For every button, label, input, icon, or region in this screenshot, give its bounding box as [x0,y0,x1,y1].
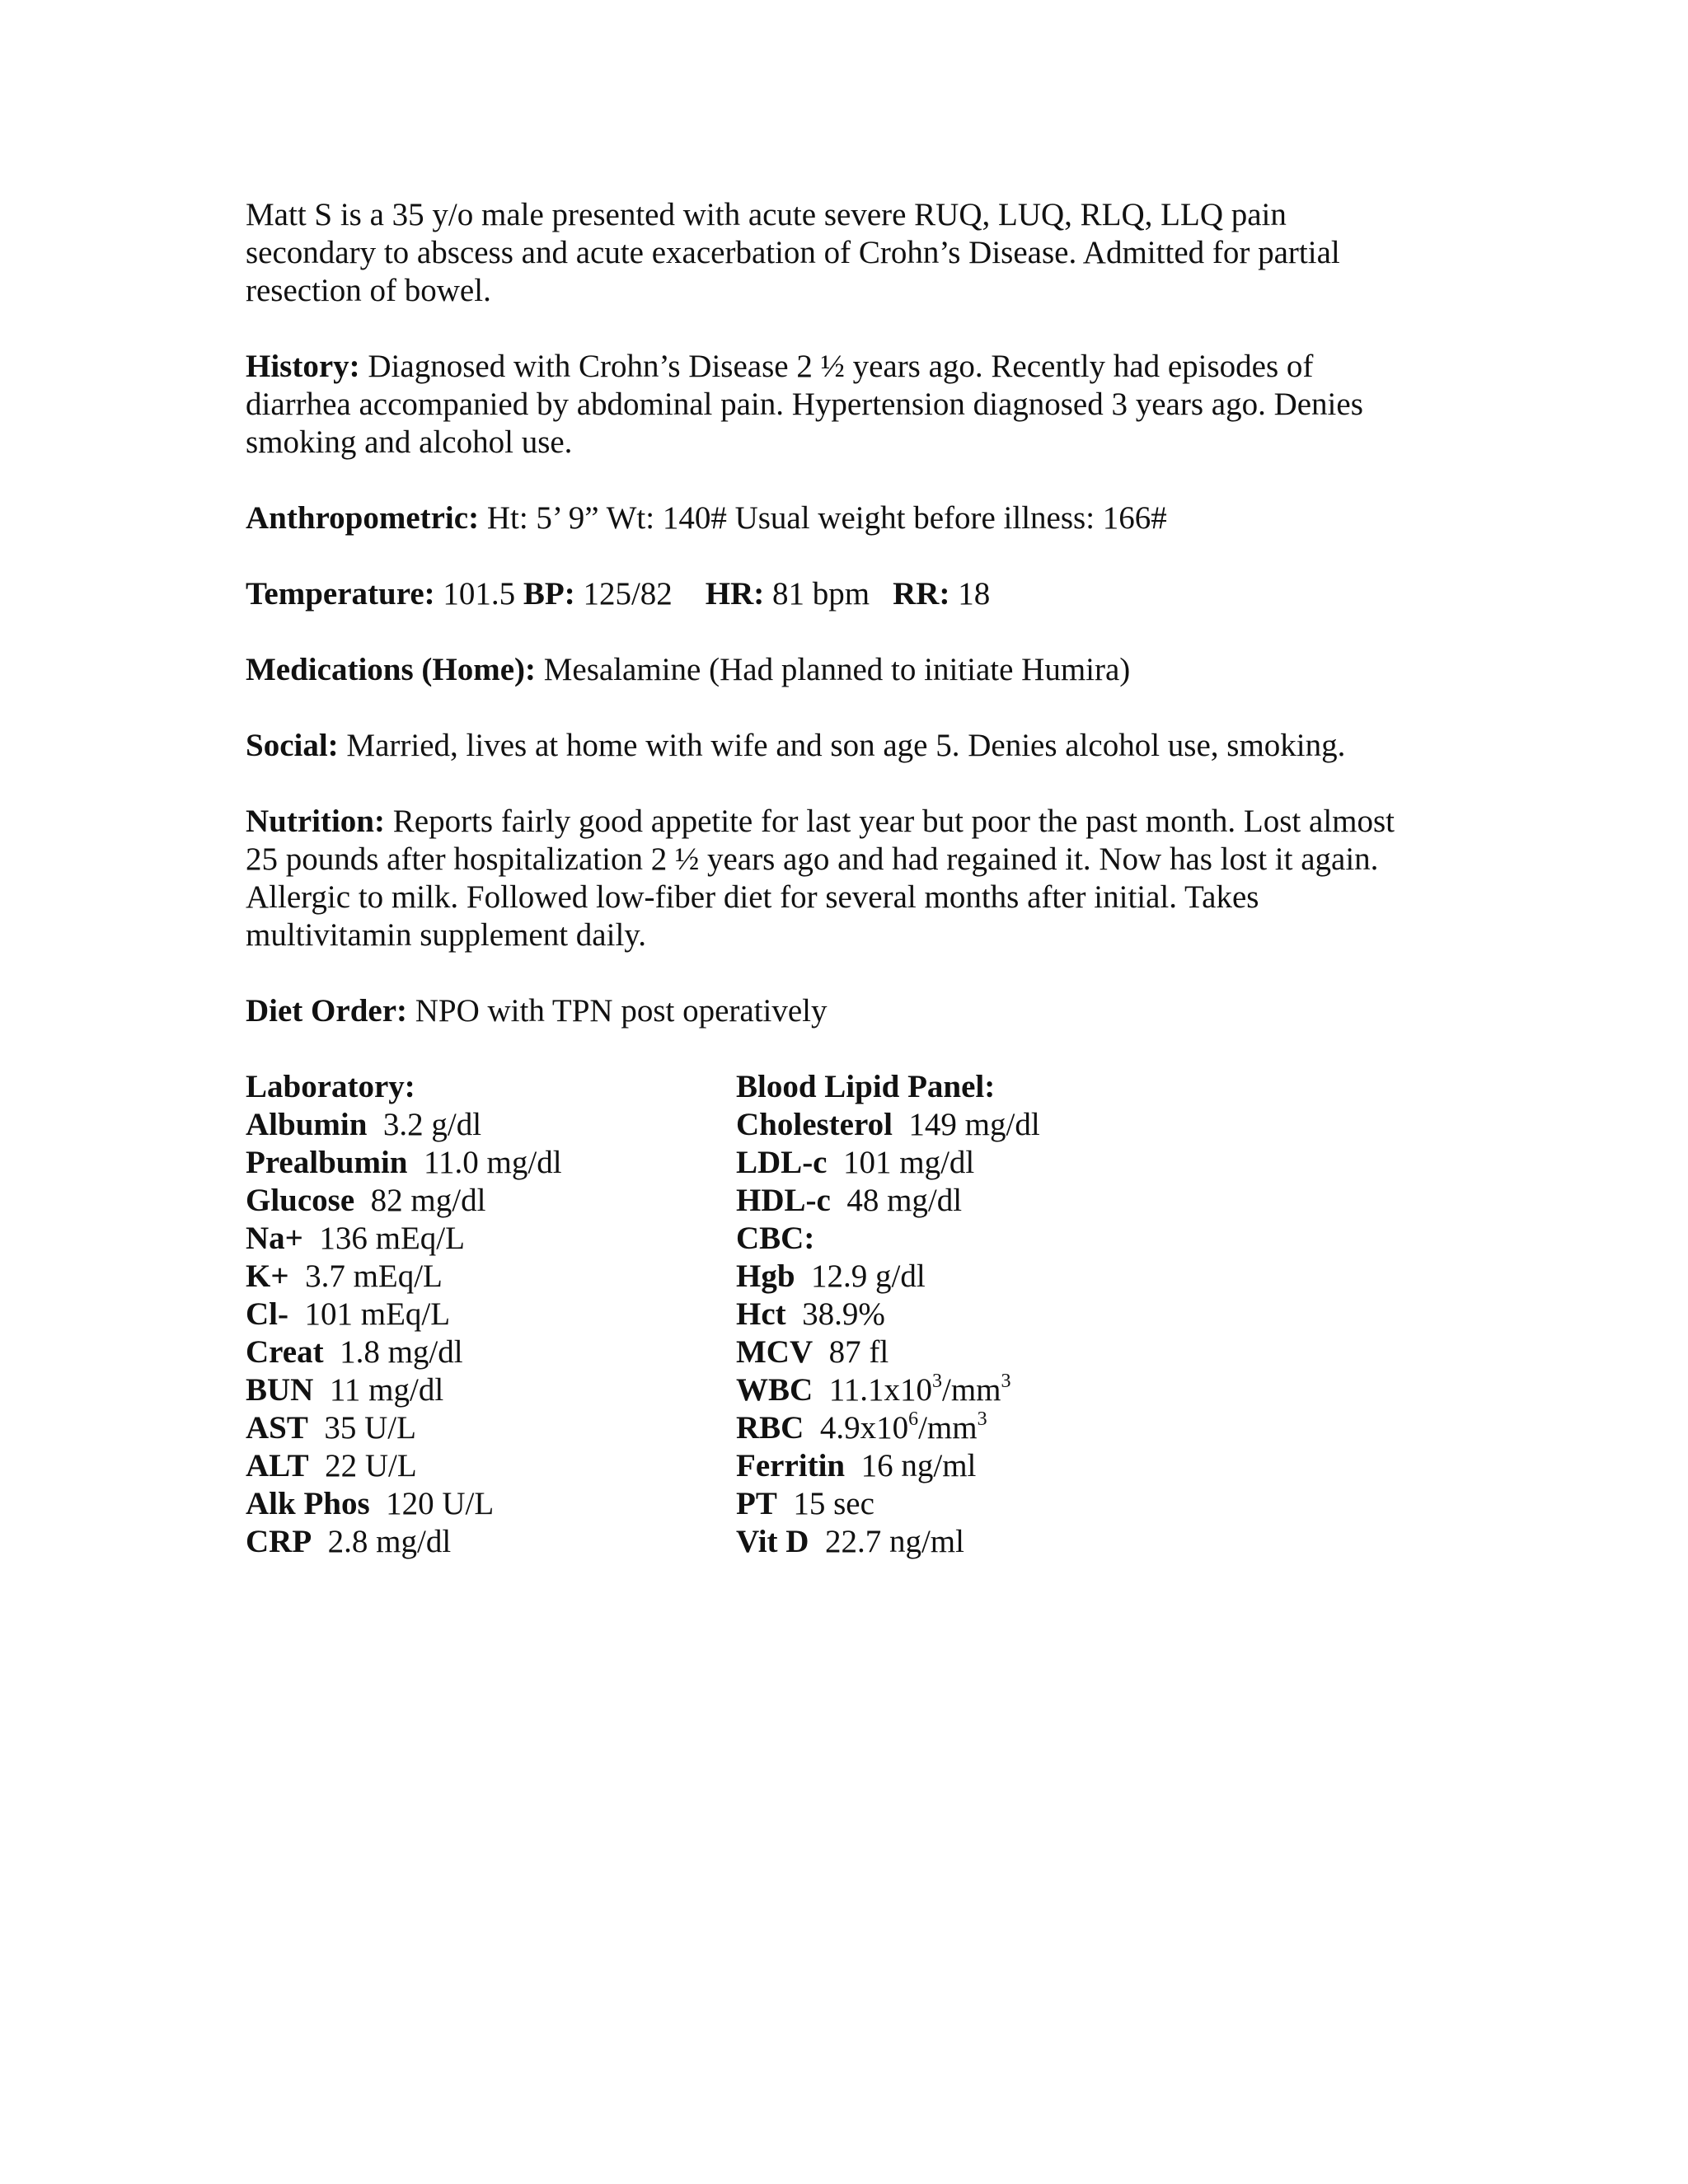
diet-order-label: Diet Order: [246,993,407,1029]
temperature-value: 101.5 [434,576,523,612]
lab-name: Na+ [246,1221,303,1256]
medications-label: Medications (Home): [246,652,536,687]
lab-row [736,1485,1313,1523]
history-line: diarrhea accompanied by abdominal pain. Hypertension diagnosed 3 years ago. Denies [246,387,1363,422]
lab-name: WBC [736,1372,814,1408]
lab-name: Alk Phos [246,1486,370,1521]
nutrition-text: Reports fairly good appetite for last year but poor the past month. Lost almost [385,804,1395,839]
rr-label: RR: [893,576,950,612]
hr-label: HR: [705,576,765,612]
bp-value: 125/82 [574,576,673,612]
lab-name: AST [246,1410,308,1446]
lab-value: 11.1x10 [813,1372,932,1408]
nutrition-line: Allergic to milk. Followed low-fiber diet for several months after initial. Takes [246,879,1259,915]
lab-row [736,1144,1313,1182]
laboratory-column [246,1068,736,1561]
lab-value: 22 U/L [308,1448,417,1483]
lab-name: ALT [246,1448,309,1483]
lab-value: 136 mEq/L [302,1221,465,1256]
lab-value: 35 U/L [307,1410,416,1446]
lab-value: 15 sec [776,1486,874,1521]
lab-exponent: 6 [908,1408,919,1430]
hr-value: 81 bpm [764,576,870,612]
lab-value: 149 mg/dl [892,1107,1040,1142]
lab-value: 3.2 g/dl [367,1107,482,1142]
lab-unit: /mm [918,1410,978,1446]
lab-row [246,1371,736,1409]
lab-name: K+ [246,1258,289,1294]
lab-row [246,1182,736,1220]
lab-value: 101 mEq/L [288,1296,451,1332]
lab-row [246,1485,736,1523]
cbc-heading: CBC: [736,1221,815,1256]
lab-row [736,1409,1313,1447]
lab-value: 82 mg/dl [354,1183,486,1218]
lab-row [246,1258,736,1296]
lab-value: 48 mg/dl [830,1183,963,1218]
temperature-label: Temperature: [246,576,435,612]
lab-name: Creat [246,1334,324,1370]
lab-row [736,1106,1313,1144]
history-text: Diagnosed with Crohn’s Disease 2 ½ years ago. Recently had episodes of [359,349,1314,384]
lab-row [736,1182,1313,1220]
nutrition-paragraph [246,803,1465,954]
nutrition-line: 25 pounds after hospitalization 2 ½ years ago and had regained it. Now has lost it again. [246,841,1379,877]
lipid-heading: Blood Lipid Panel: [736,1069,996,1104]
lab-name: Glucose [246,1183,355,1218]
lab-exponent: 3 [1001,1371,1011,1392]
lab-value: 4.9x10 [804,1410,909,1446]
lab-name: RBC [736,1410,804,1446]
lab-name: PT [736,1486,777,1521]
history-paragraph [246,348,1465,462]
lab-name: BUN [246,1372,314,1408]
lab-row [736,1258,1313,1296]
medications-paragraph [246,651,1465,689]
lab-value: 12.9 g/dl [795,1258,926,1294]
social-paragraph [246,727,1465,765]
intro-line: resection of bowel. [246,273,491,308]
lipid-cbc-column [736,1068,1313,1561]
lab-name: CRP [246,1524,312,1559]
social-label: Social: [246,728,339,763]
lab-value: 1.8 mg/dl [323,1334,463,1370]
lab-row [736,1447,1313,1485]
lab-name: Cl- [246,1296,288,1332]
lab-value: 22.7 ng/ml [809,1524,964,1559]
lab-value: 16 ng/ml [845,1448,977,1483]
lab-row [736,1296,1313,1333]
lab-exponent: 3 [977,1408,987,1430]
lab-name: Albumin [246,1107,368,1142]
diet-order-text: NPO with TPN post operatively [407,993,828,1029]
lab-row [246,1220,736,1258]
lab-value: 2.8 mg/dl [312,1524,452,1559]
lab-row [246,1447,736,1485]
intro-line: secondary to abscess and acute exacerbation of Crohn’s Disease. Admitted for partial [246,235,1340,270]
lab-row [736,1371,1313,1409]
lab-exponent: 3 [932,1371,942,1392]
nutrition-line: multivitamin supplement daily. [246,917,646,953]
lab-name: Hgb [736,1258,795,1294]
lab-value: 87 fl [813,1334,889,1370]
intro-paragraph [246,196,1465,310]
lab-value: 11.0 mg/dl [407,1145,562,1180]
laboratory-heading: Laboratory: [246,1069,415,1104]
bp-label: BP: [523,576,575,612]
intro-line: Matt S is a 35 y/o male presented with acute severe RUQ, LUQ, RLQ, LLQ pain [246,197,1287,232]
lab-value: 3.7 mEq/L [288,1258,443,1294]
lab-row [246,1523,736,1561]
lab-name: Cholesterol [736,1107,893,1142]
nutrition-label: Nutrition: [246,804,385,839]
lab-name: Hct [736,1296,786,1332]
lab-name: MCV [736,1334,814,1370]
lab-name: HDL-c [736,1183,831,1218]
lab-value: 101 mg/dl [827,1145,975,1180]
medications-text: Mesalamine (Had planned to initiate Humira) [536,652,1131,687]
lab-row [246,1409,736,1447]
lab-name: Ferritin [736,1448,846,1483]
lab-row [736,1523,1313,1561]
lab-unit: /mm [942,1372,1001,1408]
vitals-paragraph [246,575,1465,613]
lab-value: 120 U/L [369,1486,495,1521]
anthropometric-paragraph [246,499,1465,537]
lab-row [736,1333,1313,1371]
lab-value: 11 mg/dl [313,1372,444,1408]
lab-name: LDL-c [736,1145,828,1180]
case-study-page [246,196,1465,1561]
lab-results [246,1068,1465,1561]
lab-name: Vit D [736,1524,809,1559]
lab-row [246,1106,736,1144]
anthropometric-label: Anthropometric: [246,500,480,536]
lab-value: 38.9% [785,1296,885,1332]
history-line: smoking and alcohol use. [246,424,573,460]
rr-value: 18 [950,576,991,612]
history-label: History: [246,349,360,384]
diet-order-paragraph [246,992,1465,1030]
lab-row [246,1296,736,1333]
social-text: Married, lives at home with wife and son age 5. Denies alcohol use, smoking. [338,728,1346,763]
lab-row [246,1333,736,1371]
lab-name: Prealbumin [246,1145,408,1180]
anthropometric-text: Ht: 5’ 9” Wt: 140# Usual weight before illness: 166# [479,500,1167,536]
lab-row [246,1144,736,1182]
